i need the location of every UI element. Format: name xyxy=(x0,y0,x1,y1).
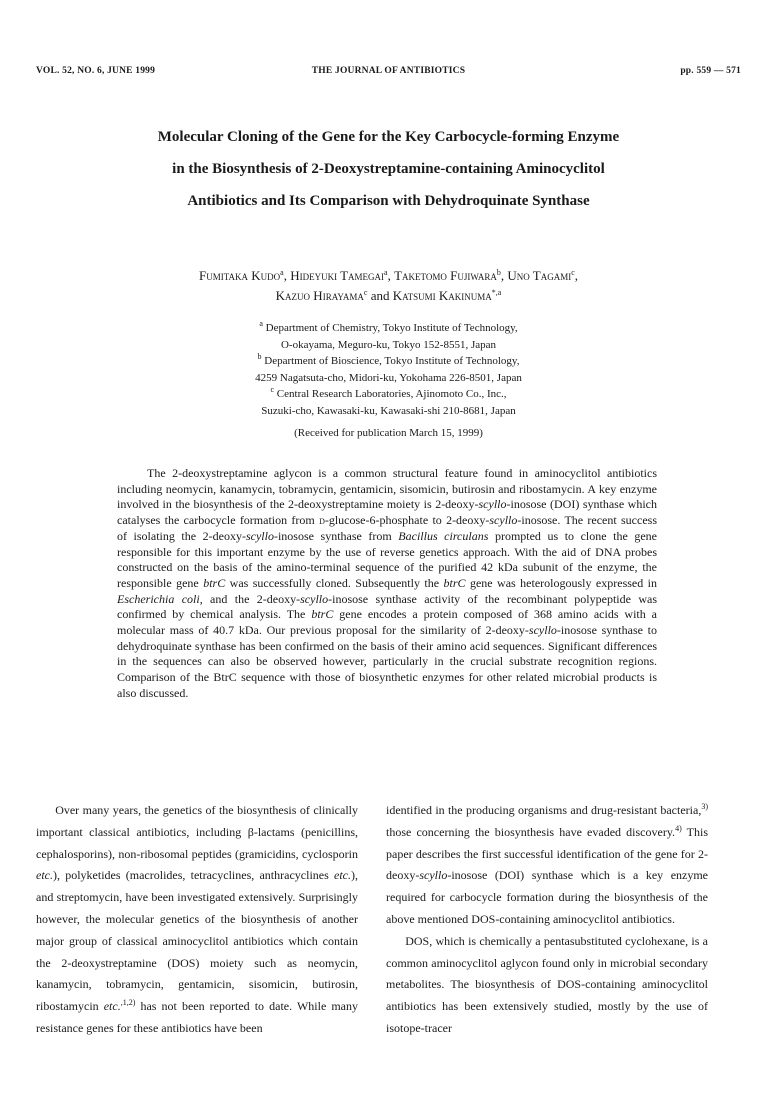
affiliation-line: O-okayama, Meguro-ku, Tokyo 152-8551, Japan xyxy=(280,338,496,351)
affiliation-line xyxy=(60,386,717,403)
affiliation-line xyxy=(60,320,717,337)
affiliations xyxy=(60,320,717,442)
affiliation-line: Suzuki-cho, Kawasaki-ku, Kawasaki-shi 210-8681, Japan xyxy=(261,404,516,417)
abstract-paragraph: The 2-deoxystreptamine aglycon is a common structural feature found in aminocyclitol antibiotics including neomycin, kanamycin, tobramycin, gentamicin, sisomicin, butirosin and ribostamycin. A key enzyme involved in the biosynthesis of the 2-deoxystreptamine moiety is 2-deoxy-scyllo-inosose (DOI) synthase which catalyses the carbocycle formation from d-glucose-6-phosphate to 2-deoxy-scyllo-inosose. The recent success of isolating the 2-deoxy-scyllo-inosose synthase from Bacillus circulans prompted us to clone the gene responsible for this important enzyme by the use of reverse genetics approach. With the aid of DNA probes constructed on the basis of the amino-terminal sequence of the purified 42 kDa subunit of the enzyme, the responsible gene btrC was successfully cloned. Subsequently the btrC gene was heterologously expressed in Escherichia coli, and the 2-deoxy-scyllo-inosose synthase activity of the recombinant polypeptide was confirmed by chemical analysis. The btrC gene encodes a protein composed of 368 amino acids with a molecular mass of 40.7 kDa. Our previous proposal for the similarity of 2-deoxy-scyllo-inosose synthase to dehydroquinate synthase has been confirmed on the basis of their amino acid sequences. Significant differences in the sequences can also be observed however, particularly in the crucial substrate recognition regions. Comparison of the BtrC sequence with those of biosynthetic enzymes for other related microbial products is also discussed. xyxy=(117,466,658,700)
citation-ref: 4) xyxy=(675,823,682,833)
author-line-2 xyxy=(60,286,717,306)
citation-ref: 3) xyxy=(701,802,708,811)
body-paragraph: DOS, which is chemically a pentasubstituted cyclohexane, is a common aminocyclitol aglycon found only in microbial secondary metabolites. The biosynthesis of DOS-containing aminocyclitol antibiotics has been extensively studied, mostly by the use of isotope-tracer xyxy=(386,933,708,1035)
page-range: pp. 559 — 571 xyxy=(680,66,741,76)
author-affil-mark: c xyxy=(571,268,575,277)
received-date: (Received for publication March 15, 1999) xyxy=(294,427,483,439)
volume-info: VOL. 52, NO. 6, JUNE 1999 xyxy=(36,66,156,76)
author-name: Fumitaka Kudo xyxy=(198,268,281,283)
affil-text: Central Research Laboratories, Ajinomoto Co., Inc., xyxy=(276,388,507,400)
affil-text: Department of Chemistry, Tokyo Institute of Technology, xyxy=(265,322,518,334)
author-affil-mark: *,a xyxy=(491,288,502,297)
affil-mark: a xyxy=(259,319,263,328)
author-affil-mark: b xyxy=(496,268,501,277)
author-conjunction: and xyxy=(370,288,390,303)
title-line-1: Molecular Cloning of the Gene for the Key Carbocycle-forming Enzyme xyxy=(157,129,620,145)
body-paragraph: identified in the producing organisms and drug-resistant bacteria,$^{3)}$ those concerning the biosynthesis have evaded discovery.$^{4)}$ This paper describes the first successful identification of the gene for 2-deoxy-scyllo-inosose (DOI) synthase which is a key enzyme required for carbocycle formation during the biosynthesis of the above mentioned DOS-containing aminocyclitol antibiotics. xyxy=(386,802,709,926)
citation-ref: ,1,2) xyxy=(120,998,136,1008)
body-column-left xyxy=(36,800,358,1040)
body-paragraph: Over many years, the genetics of the biosynthesis of clinically important classical antibiotics, including β-lactams (penicillins, cephalosporins), non-ribosomal peptides (gramicidins, cyclosporin etc.), polyketides (macrolides, tetracyclines, anthracyclines etc.), and streptomycin, have been investigated extensively. Surprisingly however, the molecular genetics of the biosynthesis of another major group of classical aminocyclitol antibiotics which contain the 2-deoxystreptamine (DOS) moiety such as neomycin, kanamycin, tobramycin, gentamicin, sisomicin, butirosin, ribostamycin etc.$^{,1,2)}$ has not been reported to date. While many resistance genes for these antibiotics have been xyxy=(36,803,359,1035)
author-name: Taketomo Fujiwara xyxy=(394,268,497,283)
body-column-right xyxy=(386,800,708,1040)
title-line-2: in the Biosynthesis of 2-Deoxystreptamine-containing Aminocyclitol xyxy=(172,161,605,177)
affil-text: Department of Bioscience, Tokyo Institute of Technology, xyxy=(264,355,520,367)
title-line-3: Antibiotics and Its Comparison with Dehydroquinate Synthase xyxy=(187,193,590,209)
author-affil-mark: c xyxy=(363,288,368,297)
author-name: Katsumi Kakinuma xyxy=(392,288,492,303)
abstract xyxy=(117,466,657,702)
affil-mark: b xyxy=(257,352,262,361)
affiliation-line: 4259 Nagatsuta-cho, Midori-ku, Yokohama 226-8501, Japan xyxy=(255,371,522,384)
author-affil-mark: a xyxy=(280,268,284,277)
author-name: Uno Tagami xyxy=(507,268,572,283)
paper-title xyxy=(60,121,717,217)
author-name: Hideyuki Tamegai xyxy=(290,268,385,283)
affil-mark: c xyxy=(270,385,275,394)
author-line-1: Fumitaka Kudo$^a$, Hideyuki Tamegai$^a$, Taketomo Fujiwara$^b$, Uno Tagami$^c$, xyxy=(198,268,579,283)
author-list xyxy=(60,266,717,306)
running-head xyxy=(36,66,741,80)
author-affil-mark: a xyxy=(384,268,388,277)
affiliation-line xyxy=(60,353,717,370)
author-name: Kazuo Hirayama xyxy=(275,288,364,303)
journal-name: THE JOURNAL OF ANTIBIOTICS xyxy=(311,66,466,76)
